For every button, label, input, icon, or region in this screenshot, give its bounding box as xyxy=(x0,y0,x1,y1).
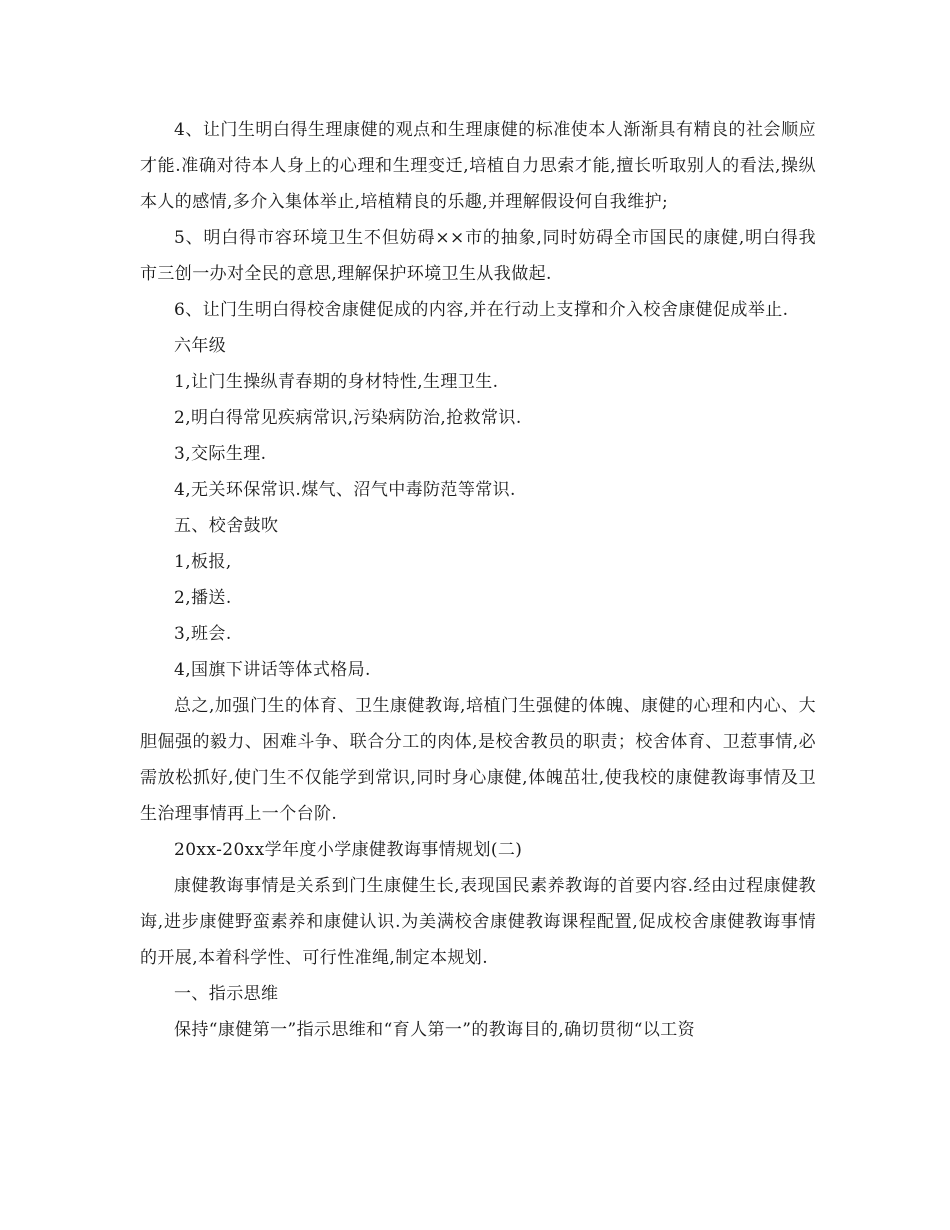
intro-paragraph: 康健教诲事情是关系到门生康健生长,表现国民素养教诲的首要内容.经由过程康健教诲,进步康健野蛮素养和康健认识.为美满校舍康健教诲课程配置,促成校舍康健教诲事情的开展,本着科学性、可行性准绳,制定本规划. xyxy=(140,876,816,968)
section-heading-guiding-ideology: 一、指示思维 xyxy=(174,984,279,1004)
paragraph-item-6: 6、让门生明白得校舍康健促成的内容,并在行动上支撑和介入校舍康健促成举止. xyxy=(174,300,789,320)
summary-paragraph: 总之,加强门生的体育、卫生康健教诲,培植门生强健的体魄、康健的心理和内心、大胆倔强的毅力、困难斗争、联合分工的肉体,是校舍教员的职责；校舍体育、卫惹事情,必需放松抓好,使门生不仅能学到常识,同时身心康健,体魄茁壮,使我校的康健教诲事情及卫生治理事情再上一个台阶. xyxy=(140,696,816,824)
list-item: 2,明白得常见疾病常识,污染病防治,抢救常识. xyxy=(174,408,522,428)
list-item: 3,班会. xyxy=(174,624,232,644)
list-item: 1,让门生操纵青春期的身材特性,生理卫生. xyxy=(174,372,499,392)
section-heading-grade-six: 六年级 xyxy=(174,336,227,356)
paragraph-item-4: 4、让门生明白得生理康健的观点和生理康健的标准使本人渐渐具有精良的社会顺应才能.准确对待本人身上的心理和生理变迁,培植自力思索才能,擅长听取别人的看法,操纵本人的感情,多介入集体举止,培植精良的乐趣,并理解假设何自我维护; xyxy=(140,120,816,212)
list-item: 2,播送. xyxy=(174,588,232,608)
section-heading-campus-promotion: 五、校舍鼓吹 xyxy=(174,516,279,536)
list-item: 4,无关环保常识.煤气、沼气中毒防范等常识. xyxy=(174,480,516,500)
list-item: 3,交际生理. xyxy=(174,444,267,464)
body-paragraph: 保持“康健第一”指示思维和“育人第一”的教诲目的,确切贯彻“以工资 xyxy=(174,1020,696,1040)
list-item: 1,板报, xyxy=(174,552,232,572)
list-item: 4,国旗下讲话等体式格局. xyxy=(174,660,371,680)
plan-title: 20xx-20xx学年度小学康健教诲事情规划(二) xyxy=(174,840,523,860)
document-body xyxy=(140,112,816,1048)
paragraph-item-5: 5、明白得市容环境卫生不但妨碍××市的抽象,同时妨碍全市国民的康健,明白得我市三创一办对全民的意思,理解保护环境卫生从我做起. xyxy=(140,228,816,284)
